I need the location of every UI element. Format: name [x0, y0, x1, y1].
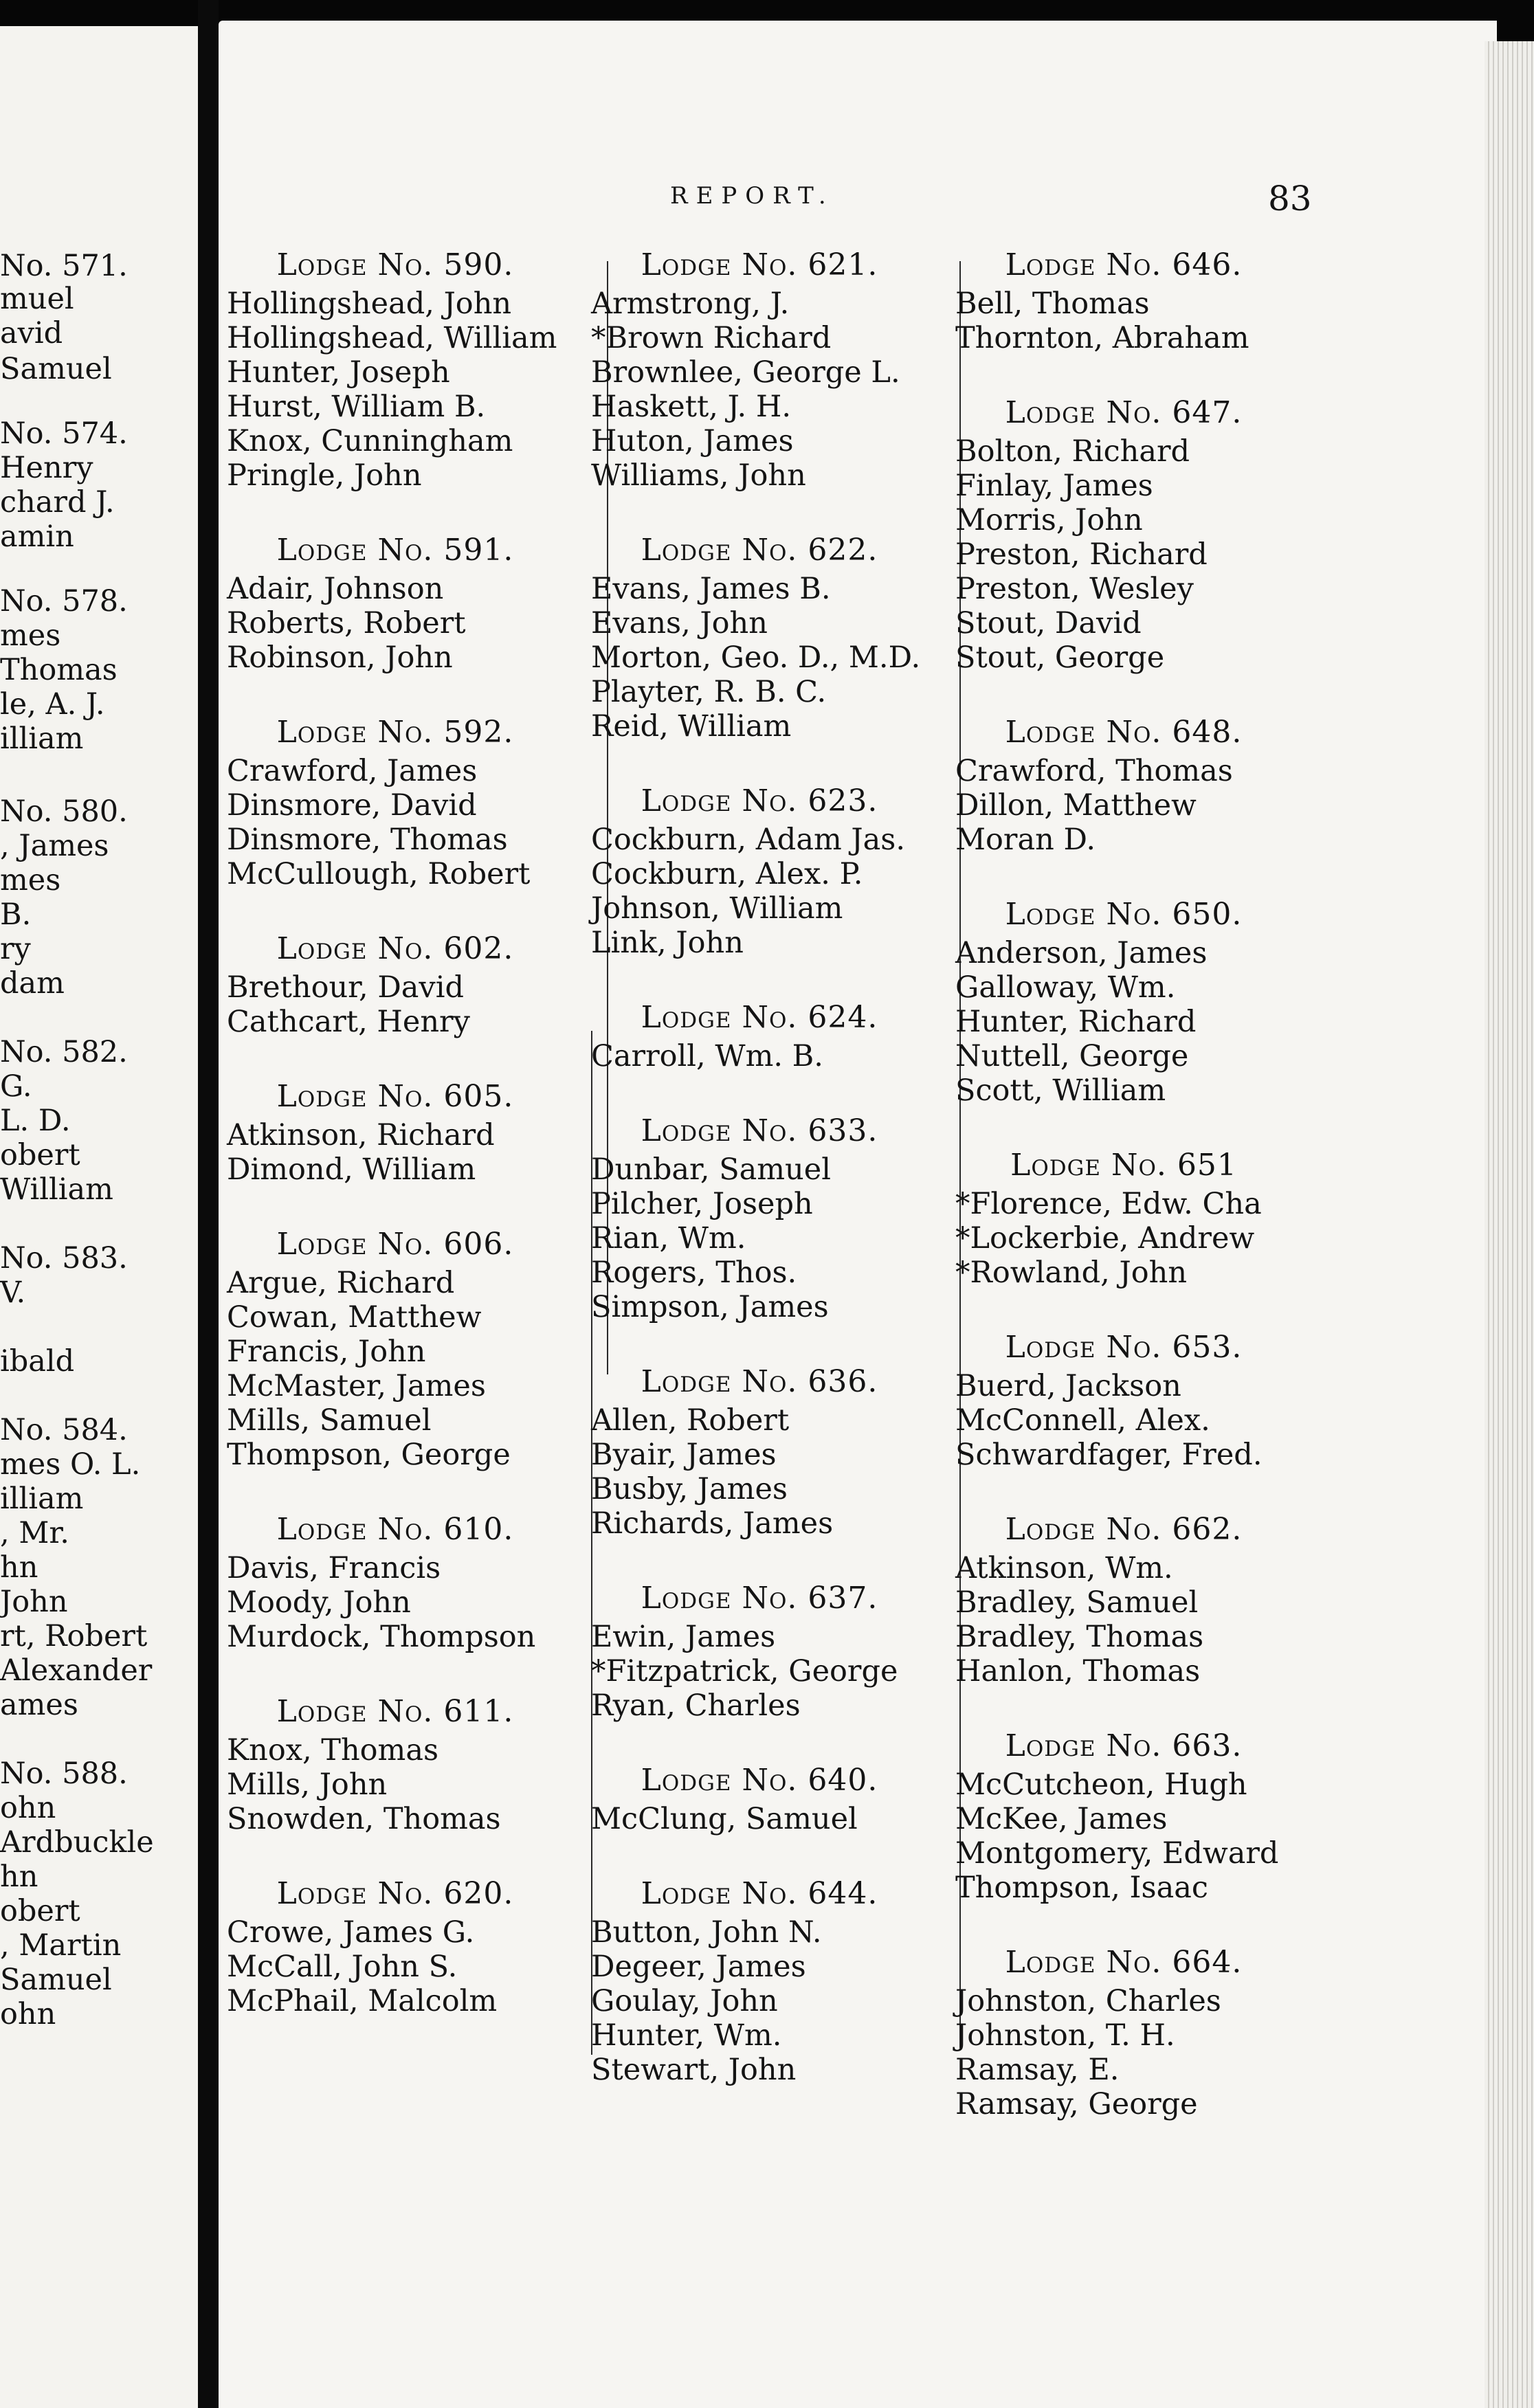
member-name: Rian, Wm. [591, 1221, 746, 1256]
lodge-title: Lodge No. 647. [1005, 395, 1243, 430]
member-name: Francis, John [227, 1335, 426, 1369]
member-name: *Lockerbie, Andrew [955, 1221, 1255, 1256]
lodge-block [591, 1763, 948, 1836]
lodge-title: Lodge No. 621. [641, 247, 878, 282]
member-name: Montgomery, Edward [955, 1836, 1279, 1871]
lodge-block [227, 1512, 584, 1654]
member-name: Hollingshead, William [227, 321, 557, 355]
member-name: Galloway, Wm. [955, 970, 1176, 1005]
member-name: Mills, Samuel [227, 1403, 432, 1438]
member-name: Playter, R. B. C. [591, 675, 827, 709]
member-name: Reid, William [591, 709, 792, 744]
left-page-line: L. D. [0, 1104, 71, 1138]
member-name: Mills, John [227, 1768, 388, 1802]
left-page-line: illiam [0, 722, 84, 756]
left-page-line: avid [0, 316, 63, 350]
left-page-line: John [0, 1585, 68, 1619]
member-name: Dimond, William [227, 1152, 476, 1187]
member-name: Cathcart, Henry [227, 1005, 470, 1039]
lodge-block [227, 1079, 584, 1187]
member-name: Johnston, Charles [955, 1984, 1221, 2018]
left-page-line: , Martin [0, 1928, 122, 1963]
lodge-block [591, 1581, 948, 1723]
lodge-block [227, 1876, 584, 2018]
member-name: Haskett, J. H. [591, 390, 792, 424]
lodge-block [955, 1728, 1313, 1905]
lodge-title: Lodge No. 663. [1005, 1728, 1243, 1763]
left-page-line: No. 583. [0, 1241, 128, 1275]
member-name: McPhail, Malcolm [227, 1984, 498, 2018]
member-name: Ramsay, George [955, 2087, 1198, 2121]
member-name: Knox, Cunningham [227, 424, 513, 458]
lodge-block [591, 783, 948, 960]
lodge-title: Lodge No. 590. [276, 247, 514, 282]
lodge-title: Lodge No. 591. [276, 533, 514, 568]
member-name: Atkinson, Richard [227, 1118, 495, 1152]
member-name: Dillon, Matthew [955, 788, 1197, 823]
member-name: Link, John [591, 926, 744, 960]
left-page-line: ames [0, 1688, 78, 1722]
lodge-block [955, 1148, 1313, 1290]
member-name: Morton, Geo. D., M.D. [591, 640, 921, 675]
member-name: Carroll, Wm. B. [591, 1039, 823, 1073]
member-name: Robinson, John [227, 640, 453, 675]
lodge-block [591, 533, 948, 744]
left-page-line: No. 588. [0, 1757, 128, 1791]
lodge-title: Lodge No. 633. [641, 1113, 878, 1148]
lodge-title: Lodge No. 602. [276, 931, 514, 966]
left-page-line: , James [0, 829, 109, 863]
member-name: Moran D. [955, 823, 1096, 857]
member-name: McConnell, Alex. [955, 1403, 1210, 1438]
left-page-line: Henry [0, 451, 93, 485]
left-page-line: No. 584. [0, 1413, 128, 1447]
lodge-block [227, 1227, 584, 1472]
left-page-line: mes [0, 618, 61, 653]
member-name: Adair, Johnson [227, 572, 444, 606]
left-page-line: Samuel [0, 1963, 112, 1997]
left-page-line: Ardbuckle [0, 1825, 154, 1860]
member-name: McKee, James [955, 1802, 1168, 1836]
member-name: Hunter, Wm. [591, 2018, 782, 2053]
member-name: Snowden, Thomas [227, 1802, 501, 1836]
member-name: Cockburn, Adam Jas. [591, 823, 906, 857]
column-2 [591, 247, 948, 2127]
member-name: Finlay, James [955, 469, 1153, 503]
member-name: Atkinson, Wm. [955, 1551, 1173, 1585]
member-name: Scott, William [955, 1073, 1166, 1108]
left-page-line: B. [0, 898, 32, 932]
member-name: Stewart, John [591, 2053, 797, 2087]
column-1 [227, 247, 584, 2058]
member-name: *Fitzpatrick, George [591, 1654, 898, 1688]
member-name: Nuttell, George [955, 1039, 1189, 1073]
lodge-title: Lodge No. 610. [276, 1512, 514, 1547]
member-name: Johnston, T. H. [955, 2018, 1175, 2053]
left-page-line: No. 571. [0, 249, 128, 283]
left-page-line: obert [0, 1894, 80, 1928]
member-name: Crawford, James [227, 754, 478, 788]
left-page-line: No. 578. [0, 584, 128, 618]
lodge-title: Lodge No. 650. [1005, 897, 1243, 932]
member-name: Anderson, James [955, 936, 1208, 970]
left-page-line: , Mr. [0, 1516, 69, 1550]
member-name: Thompson, Isaac [955, 1871, 1208, 1905]
member-name: Crowe, James G. [227, 1915, 475, 1950]
member-name: Evans, John [591, 606, 768, 640]
member-name: Byair, James [591, 1438, 777, 1472]
member-name: Thornton, Abraham [955, 321, 1249, 355]
member-name: *Brown Richard [591, 321, 832, 355]
left-page-line: hn [0, 1550, 38, 1585]
left-page-line: G. [0, 1069, 32, 1104]
member-name: Williams, John [591, 458, 806, 493]
column-3 [955, 247, 1313, 2161]
lodge-title: Lodge No. 662. [1005, 1512, 1243, 1547]
member-name: Dinsmore, Thomas [227, 823, 508, 857]
lodge-title: Lodge No. 611. [276, 1694, 514, 1729]
member-name: McCutcheon, Hugh [955, 1768, 1247, 1802]
member-name: Cockburn, Alex. P. [591, 857, 863, 891]
member-name: Brownlee, George L. [591, 355, 900, 390]
member-name: Cowan, Matthew [227, 1300, 482, 1335]
lodge-block [955, 715, 1313, 857]
left-page-line: amin [0, 520, 74, 554]
member-name: McCall, John S. [227, 1950, 458, 1984]
member-name: Evans, James B. [591, 572, 831, 606]
left-page-line: ibald [0, 1344, 75, 1379]
member-name: Simpson, James [591, 1290, 829, 1324]
lodge-title: Lodge No. 592. [276, 715, 514, 750]
left-page-line: dam [0, 966, 65, 1001]
member-name: Hurst, William B. [227, 390, 486, 424]
lodge-block [591, 1000, 948, 1073]
member-name: McCullough, Robert [227, 857, 531, 891]
member-name: Argue, Richard [227, 1266, 455, 1300]
member-name: Degeer, James [591, 1950, 806, 1984]
member-name: Bell, Thomas [955, 287, 1150, 321]
member-name: Dinsmore, David [227, 788, 477, 823]
member-name: Schwardfager, Fred. [955, 1438, 1263, 1472]
lodge-title: Lodge No. 644. [641, 1876, 878, 1911]
lodge-block [227, 1694, 584, 1836]
member-name: Buerd, Jackson [955, 1369, 1181, 1403]
member-name: McClung, Samuel [591, 1802, 858, 1836]
member-name: Hunter, Joseph [227, 355, 450, 390]
member-name: Bradley, Samuel [955, 1585, 1199, 1620]
lodge-block [227, 247, 584, 493]
left-page-line: mes O. L. [0, 1447, 141, 1482]
left-page-line: V. [0, 1275, 26, 1310]
left-page-line: chard J. [0, 485, 115, 520]
lodge-title: Lodge No. 664. [1005, 1945, 1243, 1980]
member-name: *Rowland, John [955, 1256, 1188, 1290]
member-name: Hunter, Richard [955, 1005, 1197, 1039]
lodge-title: Lodge No. 605. [276, 1079, 514, 1114]
left-page-line: No. 580. [0, 794, 128, 829]
lodge-title: Lodge No. 653. [1005, 1330, 1243, 1365]
left-page-line: William [0, 1172, 113, 1207]
lodge-block [227, 533, 584, 675]
member-name: Ramsay, E. [955, 2053, 1120, 2087]
left-page-line: Alexander [0, 1653, 153, 1688]
lodge-block [955, 247, 1313, 355]
member-name: Ryan, Charles [591, 1688, 801, 1723]
member-name: Goulay, John [591, 1984, 778, 2018]
lodge-block [955, 1945, 1313, 2121]
lodge-title: Lodge No. 648. [1005, 715, 1243, 750]
left-page-line: rt, Robert [0, 1619, 148, 1653]
member-name: Huton, James [591, 424, 794, 458]
page-number: 83 [1268, 179, 1312, 219]
member-name: Moody, John [227, 1585, 411, 1620]
member-name: Pringle, John [227, 458, 422, 493]
member-name: Stout, David [955, 606, 1142, 640]
lodge-block [591, 1113, 948, 1324]
left-page-line: le, A. J. [0, 687, 105, 722]
lodge-block [955, 897, 1313, 1108]
member-name: Thompson, George [227, 1438, 511, 1472]
member-name: Roberts, Robert [227, 606, 466, 640]
lodge-title: Lodge No. 640. [641, 1763, 878, 1798]
lodge-title: Lodge No. 620. [276, 1876, 514, 1911]
left-page-line: muel [0, 282, 74, 316]
page-edge [1485, 41, 1534, 2408]
left-page-line: mes [0, 863, 61, 898]
lodge-block [591, 1876, 948, 2087]
lodge-title: Lodge No. 646. [1005, 247, 1243, 282]
left-page-line: ohn [0, 1997, 56, 2031]
left-page-line: No. 582. [0, 1035, 128, 1069]
page-header: REPORT. [670, 182, 834, 210]
member-name: Hollingshead, John [227, 287, 512, 321]
member-name: Brethour, David [227, 970, 465, 1005]
gutter-shadow [198, 0, 219, 2408]
member-name: Johnson, William [591, 891, 843, 926]
left-page-line: illiam [0, 1482, 84, 1516]
lodge-block [227, 931, 584, 1039]
lodge-block [955, 395, 1313, 675]
member-name: Murdock, Thompson [227, 1620, 536, 1654]
left-page-line: Thomas [0, 653, 118, 687]
member-name: Button, John N. [591, 1915, 822, 1950]
member-name: Davis, Francis [227, 1551, 441, 1585]
lodge-title: Lodge No. 623. [641, 783, 878, 818]
member-name: Richards, James [591, 1506, 834, 1541]
member-name: Bradley, Thomas [955, 1620, 1204, 1654]
lodge-block [591, 247, 948, 493]
member-name: Preston, Richard [955, 537, 1208, 572]
lodge-title: Lodge No. 622. [641, 533, 878, 568]
member-name: Morris, John [955, 503, 1143, 537]
member-name: Allen, Robert [591, 1403, 790, 1438]
left-page-line: ry [0, 932, 31, 966]
member-name: Busby, James [591, 1472, 788, 1506]
member-name: Pilcher, Joseph [591, 1187, 813, 1221]
lodge-title: Lodge No. 624. [641, 1000, 878, 1035]
member-name: Rogers, Thos. [591, 1256, 797, 1290]
member-name: Preston, Wesley [955, 572, 1194, 606]
lodge-block [591, 1364, 948, 1541]
member-name: Armstrong, J. [591, 287, 790, 321]
lodge-block [227, 715, 584, 891]
member-name: McMaster, James [227, 1369, 486, 1403]
lodge-title: Lodge No. 651 [1010, 1148, 1237, 1183]
lodge-block [955, 1330, 1313, 1472]
member-name: Knox, Thomas [227, 1733, 439, 1768]
left-page-line: Samuel [0, 352, 112, 386]
member-name: *Florence, Edw. Cha [955, 1187, 1262, 1221]
lodge-title: Lodge No. 637. [641, 1581, 878, 1616]
member-name: Bolton, Richard [955, 434, 1190, 469]
member-name: Stout, George [955, 640, 1165, 675]
lodge-block [955, 1512, 1313, 1688]
member-name: Crawford, Thomas [955, 754, 1233, 788]
lodge-title: Lodge No. 606. [276, 1227, 514, 1262]
left-page-line: No. 574. [0, 416, 128, 451]
member-name: Dunbar, Samuel [591, 1152, 831, 1187]
left-page-line: ohn [0, 1791, 56, 1825]
member-name: Hanlon, Thomas [955, 1654, 1201, 1688]
member-name: Ewin, James [591, 1620, 776, 1654]
left-page-line: hn [0, 1860, 38, 1894]
left-page-line: obert [0, 1138, 80, 1172]
lodge-title: Lodge No. 636. [641, 1364, 878, 1399]
